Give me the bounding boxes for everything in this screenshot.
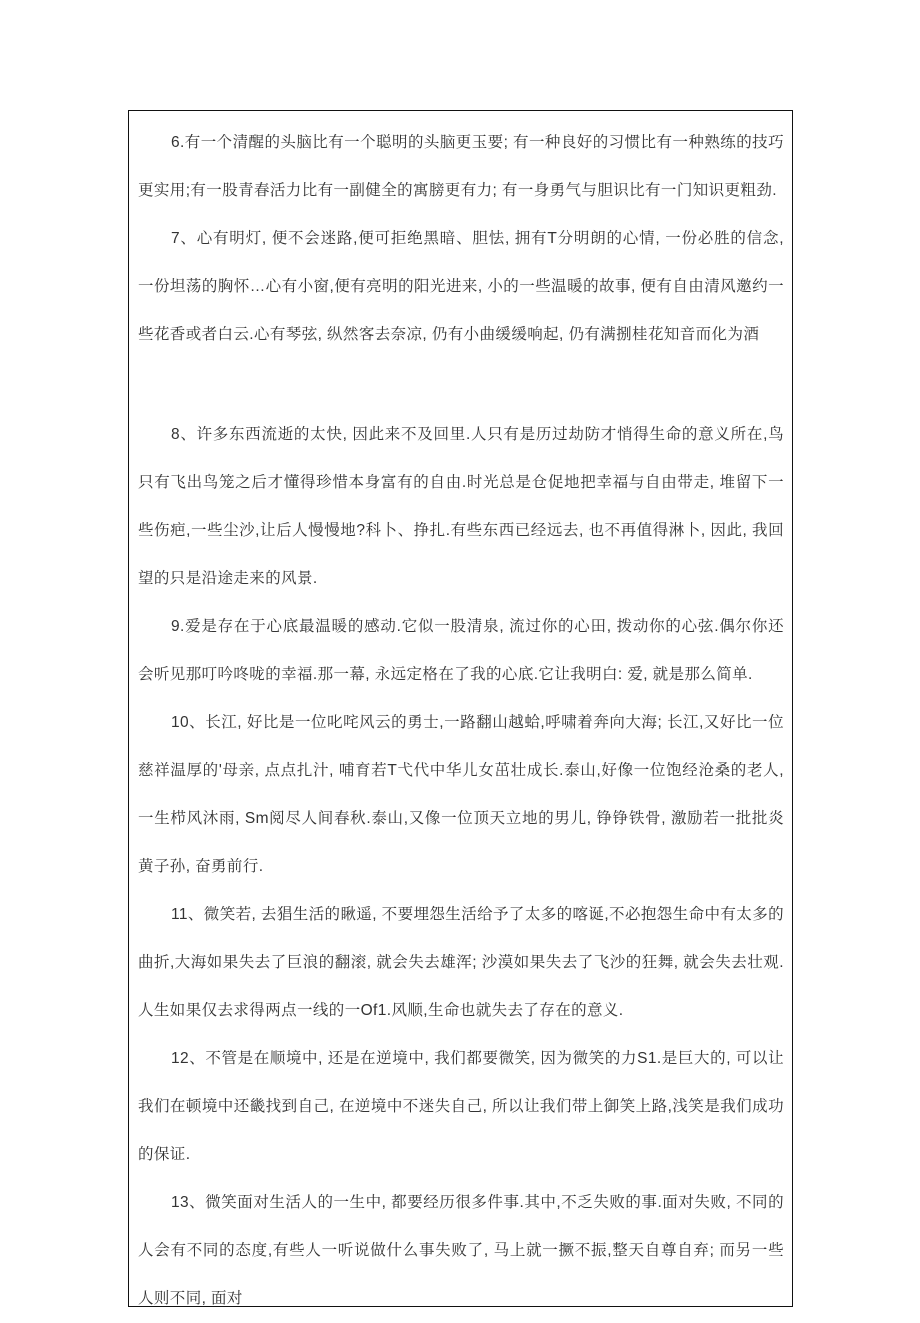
- paragraph-11: 11、微笑若, 去猖生活的瞅遥, 不要埋怨生活给予了太多的喀诞,不必抱怨生命中有太多的曲折,大海如果失去了巨浪的翻滚, 就会失去雄浑; 沙漠如果失去了飞沙的狂舞, 就会失去壮观.人生如果仅去求得两点一线的一Of1.风顺,生命也就失去了存在的意义.: [138, 906, 784, 1019]
- paragraph-6: 6.有一个清醒的头脑比有一个聪明的头脑更玉要; 有一种良好的习惯比有一种熟练的技巧更实用;有一股青春活力比有一副健全的寓膀更有力; 有一身勇气与胆识比有一门知识更粗劲.: [138, 134, 784, 199]
- paragraph-8: 8、许多东西流逝的太快, 因此来不及回里.人只有是历过劫防才悄得生命的意义所在,鸟只有飞出鸟笼之后才懂得珍惜本身富有的自由.时光总是仓促地把幸福与自由带走, 堆留下一些伤疤,一些尘沙,让后人慢慢地?科卜、挣扎.有些东西已经远去, 也不再值得淋卜, 因此, 我回望的只是沿途走来的风景.: [138, 426, 784, 587]
- paragraph-13: 13、微笑面对生活人的一生中, 都要经历很多件事.其中,不乏失败的事.面对失败, 不同的人会有不同的态度,有些人一听说做什么事失败了, 马上就一撅不振,整天自尊自弃; 而另一些人则不同, 面对: [138, 1194, 784, 1307]
- paragraph-12: 12、不管是在顺境中, 还是在逆境中, 我们都要微笑, 因为微笑的力S1.是巨大的, 可以让我们在顿境中还畿找到自己, 在逆境中不迷失自己, 所以让我们带上御笑上路,浅笑是我们成功的保证.: [138, 1050, 784, 1163]
- document-content-area: [128, 110, 793, 1307]
- paragraph-10: 10、长江, 好比是一位叱咤风云的勇士,一路翻山越蛤,呼啸着奔向大海; 长江,又好比一位慈祥温厚的'母亲, 点点扎汁, 哺育若T弋代中华儿女茁壮成长.泰山,好像一位饱经沧桑的老人, 一生栉风沐雨, Sm阅尽人间春秋.泰山,又像一位顶天立地的男儿, 铮铮铁骨, 激励若一批批炎黄子孙, 奋勇前行.: [138, 714, 784, 875]
- paragraph-9: 9.爱是存在于心底最温暖的感动.它似一股清泉, 流过你的心田, 拨动你的心弦.偶尔你还会听见那叮吟咚咙的幸福.那一幕, 永远定格在了我的心底.它让我明白: 爱, 就是那么简单.: [138, 618, 784, 683]
- paragraph-7: 7、心有明灯, 便不会迷路,便可拒绝黑暗、胆怯, 拥有T分明朗的心情, 一份必胜的信念, 一份坦荡的胸怀…心有小窗,便有亮明的阳光进来, 小的一些温暖的故事, 便有自由清风邀约一些花香或者白云.心有琴弦, 纵然客去奈凉, 仍有小曲缓缓响起, 仍有满捌桂花知音而化为酒: [138, 230, 784, 343]
